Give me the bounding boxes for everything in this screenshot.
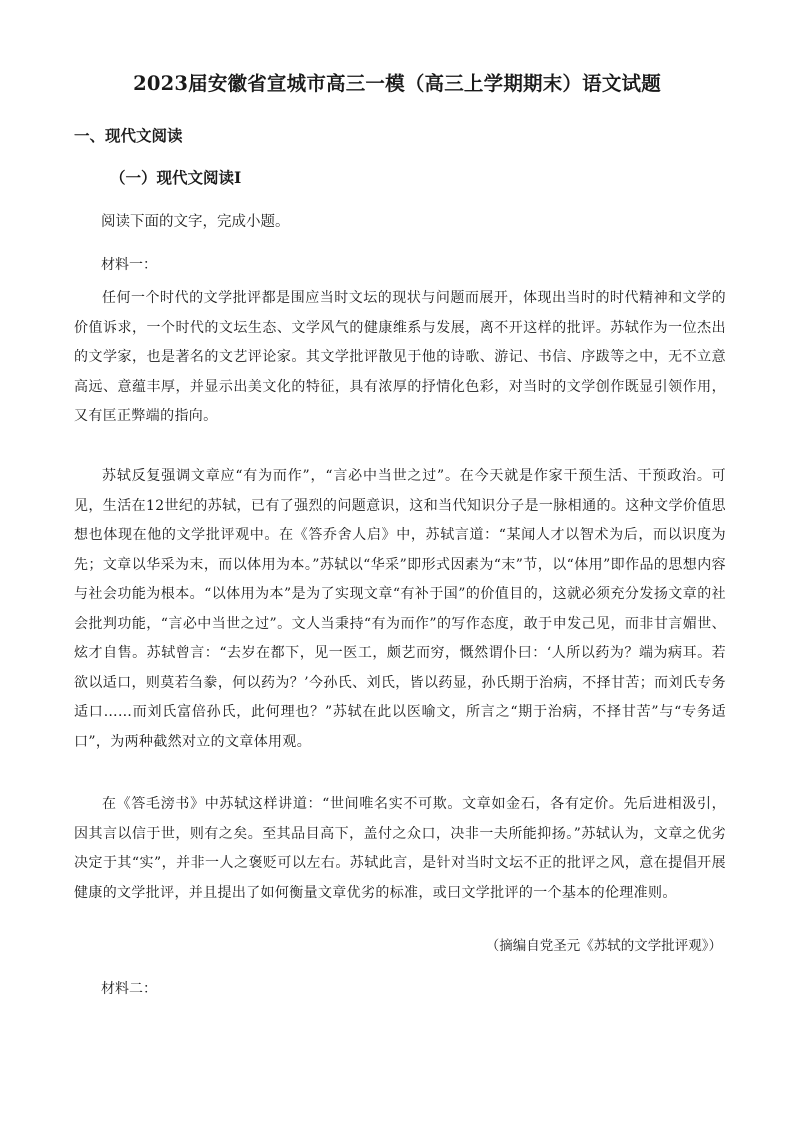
paragraph-3: 在《答毛滂书》中苏轼这样讲道：“世间唯名实不可欺。文章如金石，各有定价。先后进相汲引，因其言以信于世，则有之矣。至其品目高下，盖付之众口，决非一夫所能抑扬。”苏轼认为，文章之优劣决定于其“实”，并非一人之褒贬可以左右。苏轼此言，是针对当时文坛不正的批评之风，意在提倡开展健康的文学批评，并且提出了如何衡量文章优劣的标准，或曰文学批评的一个基本的伦理准则。 bbox=[74, 796, 726, 901]
material-one-label: 材料一： bbox=[101, 257, 157, 273]
reading-instruction: 阅读下面的文字，完成小题。 bbox=[101, 214, 290, 230]
source-citation: （摘编自党圣元《苏轼的文学批评观》） bbox=[485, 938, 722, 954]
document-title: 2023届安徽省宣城市高三一模（高三上学期期末）语文试题 bbox=[133, 72, 661, 95]
paragraph-1: 任何一个时代的文学批评都是围应当时文坛的现状与问题而展开，体现出当时的时代精神和文学的价值诉求，一个时代的文坛生态、文学风气的健康维系与发展，离不开这样的批评。苏轼作为一位杰出的文学家，也是著名的文艺评论家。其文学批评散见于他的诗歌、游记、书信、序跋等之中，无不立意高远、意蕴丰厚，并显示出美文化的特征，具有浓厚的抒情化色彩，对当时的文学创作既显引领作用，又有匡正弊端的指向。 bbox=[74, 290, 726, 424]
paragraph-2: 苏轼反复强调文章应“有为而作”，“言必中当世之过”。在今天就是作家干预生活、干预政治。可见，生活在12世纪的苏轼，已有了强烈的问题意识，这和当代知识分子是一脉相通的。这种文学价值思想也体现在他的文学批评观中。在《答乔舍人启》中，苏轼言道：“某闻人才以智术为后，而以识度为先；文章以华采为末，而以体用为本。”苏轼以“华采”即形式因素为“末”节，以“体用”即作品的思想内容与社会功能为根本。“以体用为本”是为了实现文章“有补于国”的价值目的，这就必须充分发扬文章的社会批判功能，“言必中当世之过”。文人当秉持“有为而作”的写作态度，敢于申发己见，而非甘言媚世、炫才自售。苏轼曾言：“去岁在都下，见一医工，颇艺而穷，慨然谓仆曰：‘人所以药为？端为病耳。若欲以适口，则莫若刍豢，何以药为？’今孙氏、刘氏，皆以药显，孙氏期于治病，不择甘苦；而刘氏专务适口……而刘氏富倍孙氏，此何理也？”苏轼在此以医喻文，所言之“期于治病，不择甘苦”与“专务适口”，为两种截然对立的文章体用观。 bbox=[74, 468, 726, 750]
section-heading: 一、现代文阅读 bbox=[74, 126, 183, 145]
subsection-heading: （一）现代文阅读Ⅰ bbox=[110, 168, 242, 187]
material-two-label: 材料二： bbox=[101, 981, 157, 997]
